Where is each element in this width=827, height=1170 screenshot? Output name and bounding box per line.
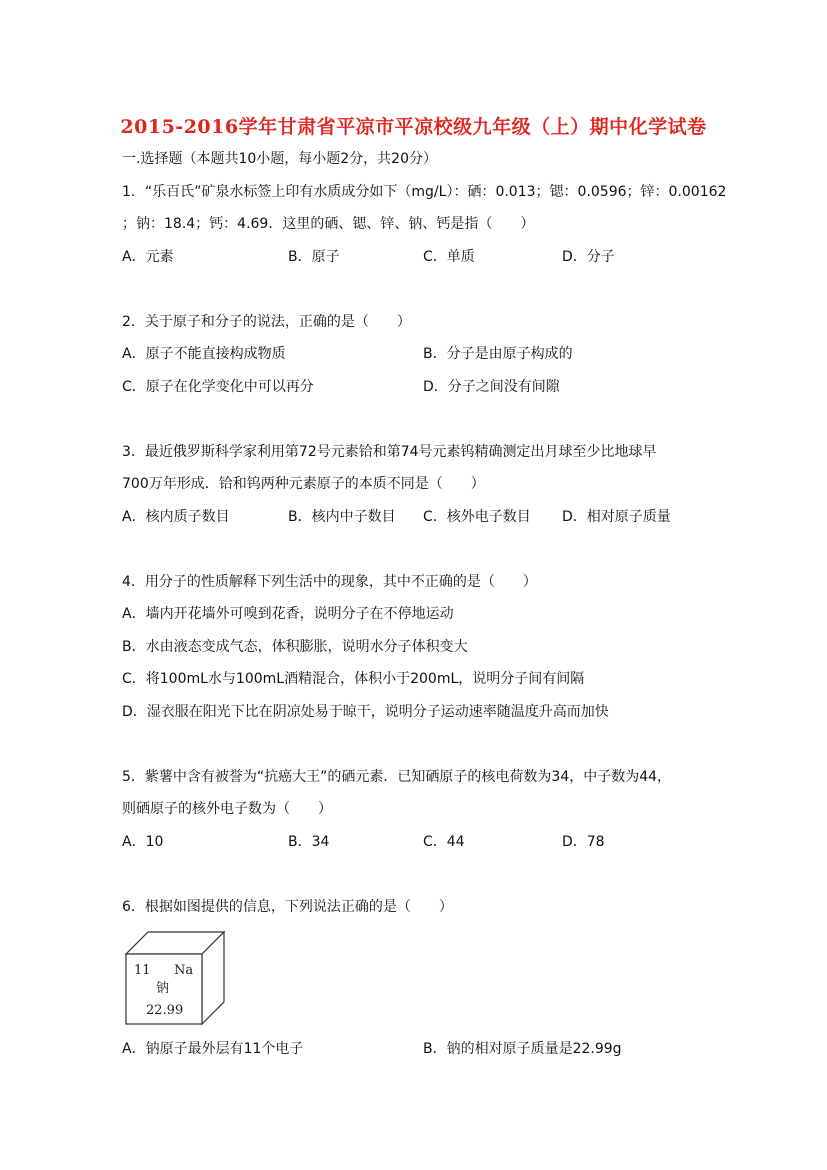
- q5-option-c: C．44: [423, 834, 465, 850]
- q2-option-a: A．原子不能直接构成物质: [122, 346, 286, 362]
- q5-option-a: A．10: [122, 834, 164, 850]
- q6-option-b: B．钠的相对原子质量是22.99g: [423, 1041, 622, 1057]
- q1-option-b: B．原子: [288, 249, 340, 265]
- q3-option-d: D．相对原子质量: [562, 509, 671, 525]
- q2-option-c: C．原子在化学变化中可以再分: [122, 379, 314, 395]
- section-heading: 一.选择题（本题共10小题，每小题2分，共20分）: [122, 151, 437, 167]
- element-symbol: Na: [174, 963, 194, 978]
- q3-option-a: A．核内质子数目: [122, 509, 230, 525]
- atomic-number: 11: [134, 963, 151, 978]
- q3-stem-line1: 3．最近俄罗斯科学家利用第72号元素铪和第74号元素钨精确测定出月球至少比地球早: [122, 444, 657, 460]
- q1-option-d: D．分子: [562, 249, 615, 265]
- element-cube-figure: [124, 930, 228, 1026]
- q4-option-a: A．墙内开花墙外可嗅到花香，说明分子在不停地运动: [122, 606, 454, 622]
- q4-option-b: B．水由液态变成气态，体积膨胀，说明水分子体积变大: [122, 639, 468, 655]
- q2-option-d: D．分子之间没有间隙: [423, 379, 560, 395]
- q3-option-b: B．核内中子数目: [288, 509, 396, 525]
- q4-option-d: D．湿衣服在阳光下比在阴凉处易于晾干，说明分子运动速率随温度升高而加快: [122, 704, 609, 720]
- q5-stem-line1: 5．紫薯中含有被誉为“抗癌大王”的硒元素．已知硒原子的核电荷数为34，中子数为44，: [122, 769, 672, 785]
- q2-option-b: B．分子是由原子构成的: [423, 346, 573, 362]
- q1-option-c: C．单质: [423, 249, 475, 265]
- q1-stem-line1: 1．“乐百氏”矿泉水标签上印有水质成分如下（mg/L）：硒：0.013；锶：0.0596；锌：0.00162: [122, 184, 727, 200]
- element-name: 钠: [156, 981, 170, 996]
- q5-stem-line2: 则硒原子的核外电子数为（ ）: [122, 801, 332, 817]
- q5-option-d: D．78: [562, 834, 605, 850]
- q2-stem: 2．关于原子和分子的说法，正确的是（ ）: [122, 314, 411, 330]
- q4-option-c: C．将100mL水与100mL酒精混合，体积小于200mL，说明分子间有间隔: [122, 671, 585, 687]
- q6-option-a: A．钠原子最外层有11个电子: [122, 1041, 304, 1057]
- exam-title: 2015-2016学年甘肃省平凉市平凉校级九年级（上）期中化学试卷: [120, 116, 707, 138]
- atomic-mass: 22.99: [146, 1003, 184, 1018]
- q3-stem-line2: 700万年形成．铪和钨两种元素原子的本质不同是（ ）: [122, 476, 485, 492]
- q3-option-c: C．核外电子数目: [423, 509, 531, 525]
- q1-stem-line2: ；钠：18.4；钙：4.69．这里的硒、锶、锌、钠、钙是指（ ）: [122, 216, 535, 232]
- q4-stem: 4．用分子的性质解释下列生活中的现象，其中不正确的是（ ）: [122, 574, 537, 590]
- q5-option-b: B．34: [288, 834, 330, 850]
- q1-option-a: A．元素: [122, 249, 174, 265]
- q6-stem: 6．根据如图提供的信息，下列说法正确的是（ ）: [122, 899, 453, 915]
